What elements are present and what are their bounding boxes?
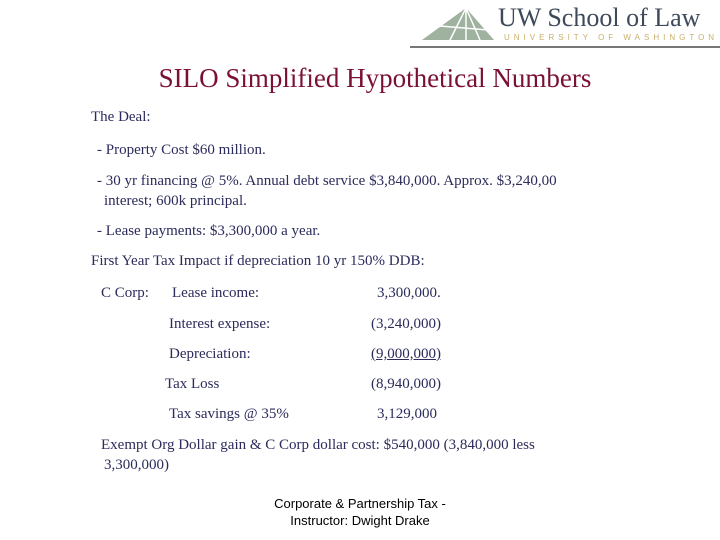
bullet-financing-cont: interest; 600k principal. <box>104 193 247 209</box>
uw-law-logo <box>420 4 720 46</box>
impact-heading: First Year Tax Impact if depreciation 10 yr 150% DDB: <box>91 253 425 269</box>
logo-text: UW School of Law <box>498 3 701 32</box>
row-value: 3,129,000 <box>377 406 437 422</box>
row-label: Depreciation: <box>169 346 251 362</box>
entity-label: C Corp: <box>101 285 149 301</box>
row-value: (9,000,000) <box>371 346 441 362</box>
bullet-financing: - 30 yr financing @ 5%. Annual debt service $3,840,000. Approx. $3,240,00 <box>97 173 557 189</box>
logo-subtext: UNIVERSITY OF WASHINGTON <box>504 33 719 42</box>
footer-instructor: Instructor: Dwight Drake <box>290 513 430 528</box>
slide-title: SILO Simplified Hypothetical Numbers <box>158 63 592 93</box>
bullet-property-cost: - Property Cost $60 million. <box>97 142 266 158</box>
bullet-lease: - Lease payments: $3,300,000 a year. <box>97 223 321 239</box>
conclusion: Exempt Org Dollar gain & C Corp dollar cost: $540,000 (3,840,000 less <box>101 437 535 453</box>
row-label: Tax Loss <box>165 376 220 392</box>
row-label: Tax savings @ 35% <box>169 406 289 422</box>
footer <box>240 495 480 529</box>
row-label: Interest expense: <box>169 316 271 332</box>
header-divider <box>410 46 720 48</box>
row-value: (3,240,000) <box>371 316 441 332</box>
deal-heading: The Deal: <box>91 109 151 125</box>
row-value: (8,940,000) <box>371 376 441 392</box>
row-label: Lease income: <box>172 285 260 301</box>
row-value: 3,300,000. <box>377 285 441 301</box>
conclusion-cont: 3,300,000) <box>104 457 169 473</box>
logo-building-icon <box>420 6 496 42</box>
footer-course: Corporate & Partnership Tax - <box>274 496 446 511</box>
